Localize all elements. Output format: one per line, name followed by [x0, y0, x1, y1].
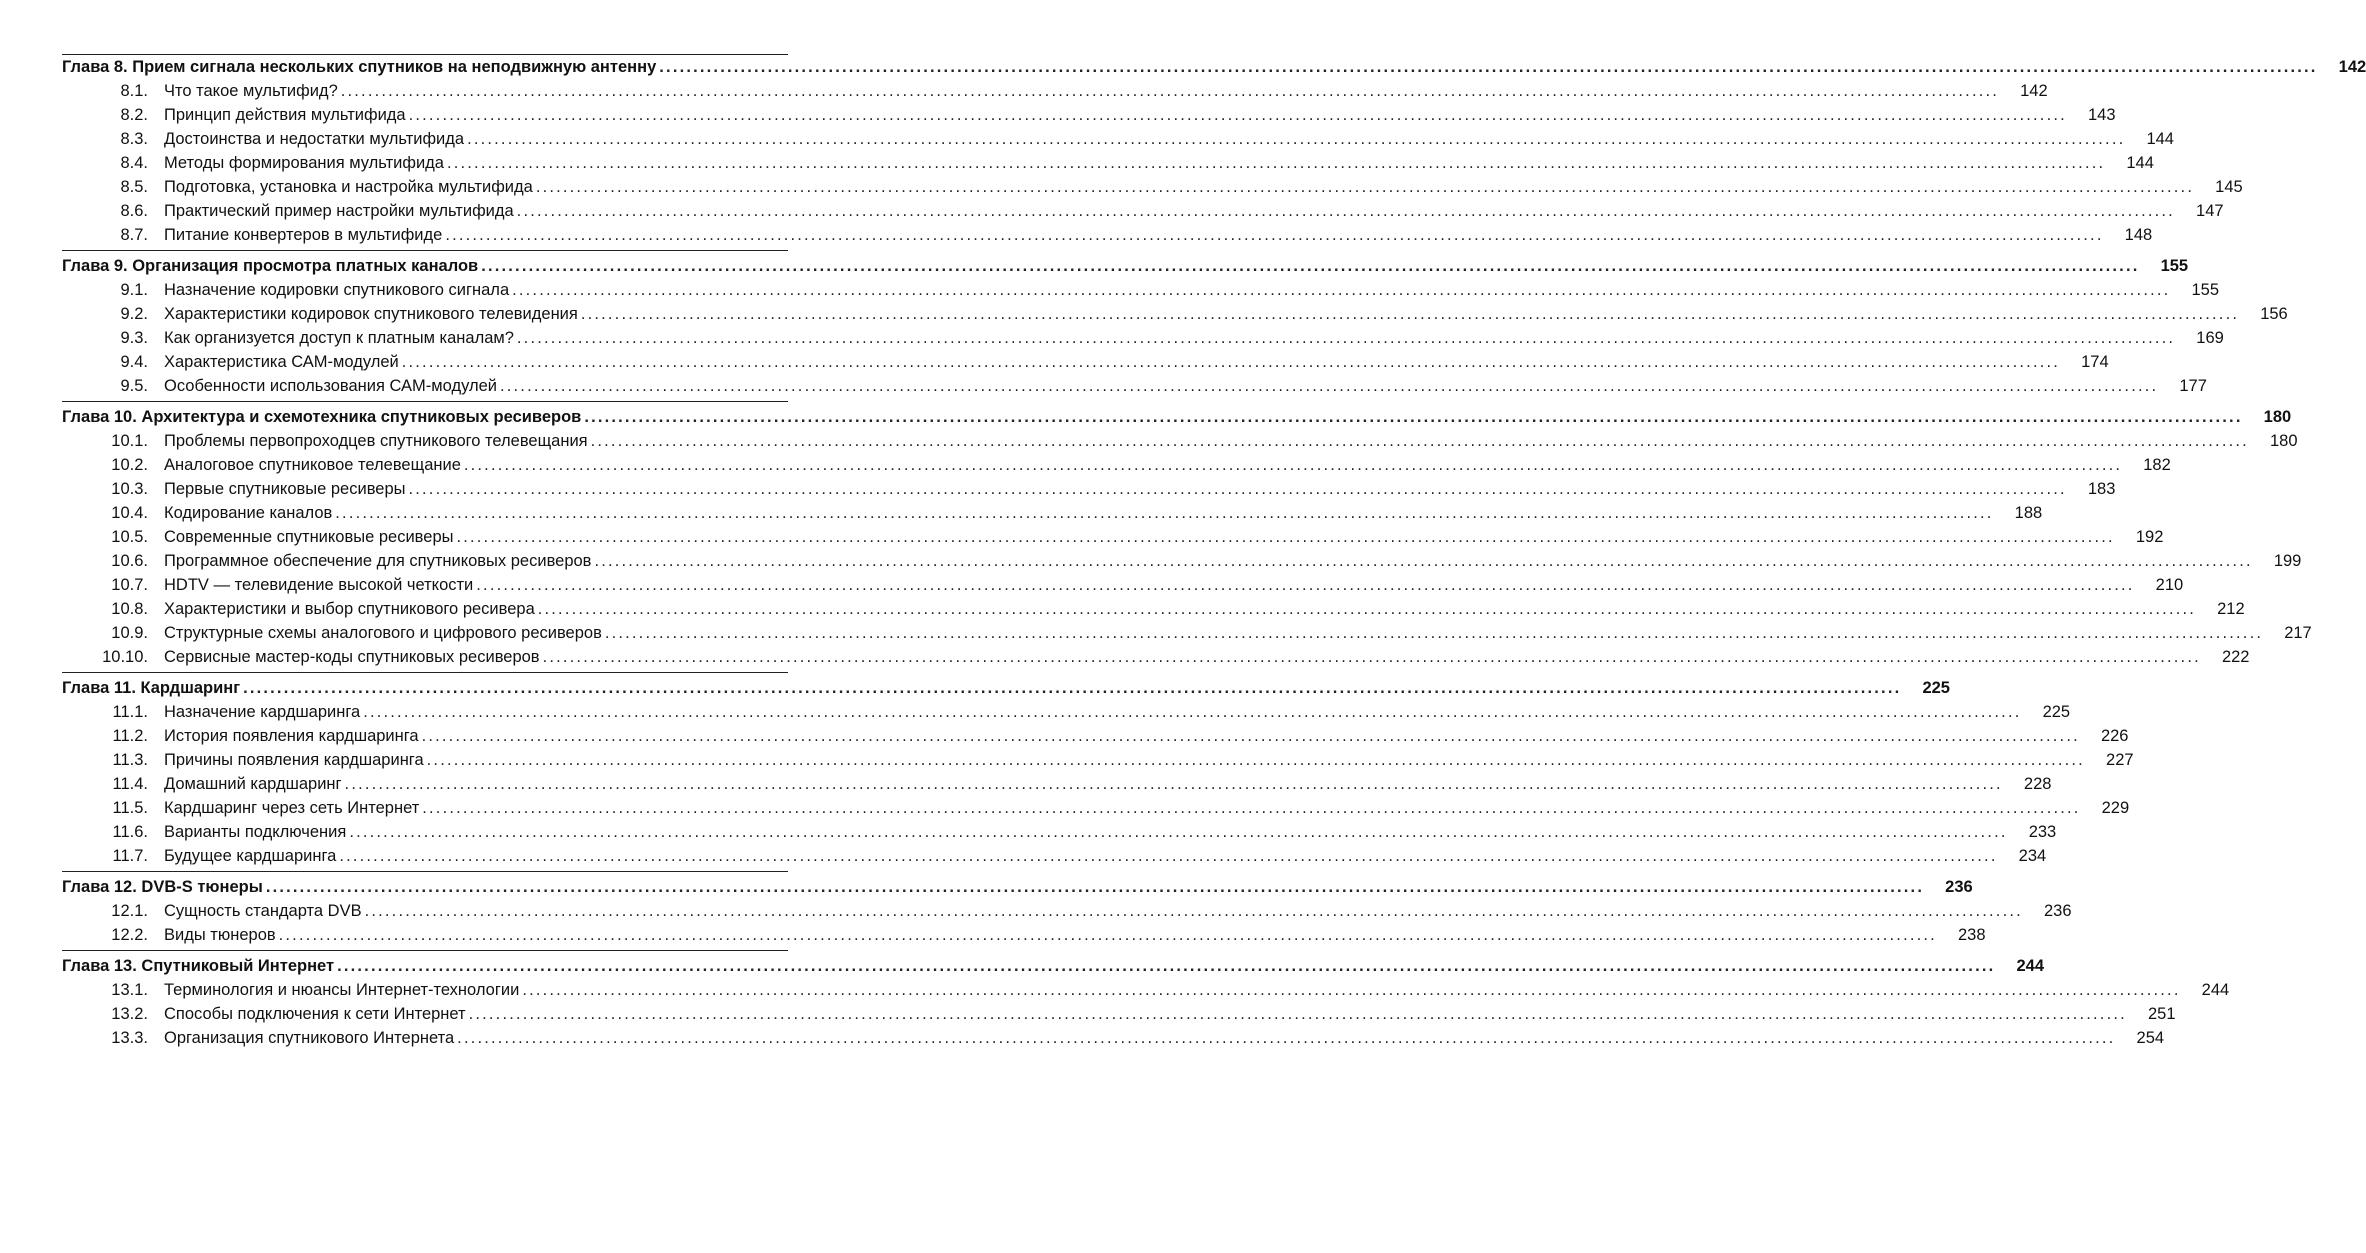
section-page-number: 244: [2201, 981, 2230, 999]
section-page-number: 174: [2081, 353, 2109, 371]
section-title: Современные спутниковые ресиверы: [164, 528, 454, 546]
dot-leader: [335, 501, 1990, 525]
dot-leader: [522, 978, 2177, 1002]
section-title: Питание конвертеров в мультифиде: [164, 226, 443, 244]
section-entry[interactable]: [62, 796, 2130, 820]
dot-leader: [279, 923, 1934, 947]
chapter-heading[interactable]: [62, 405, 2292, 429]
dot-leader: [409, 103, 2064, 127]
section-entry[interactable]: [62, 820, 2057, 844]
section-page-number: 180: [2269, 432, 2298, 450]
section-number: 13.1.: [111, 981, 148, 999]
section-title: Подготовка, установка и настройка мультифида: [164, 178, 533, 196]
dot-leader: [536, 175, 2191, 199]
section-title: Методы формирования мультифида: [164, 154, 444, 172]
section-title: Домашний кардшаринг: [164, 775, 342, 793]
dot-leader: [543, 645, 2198, 669]
section-title: Принцип действия мультифида: [164, 106, 406, 124]
section-page-number: 155: [2191, 281, 2220, 299]
section-number: 13.2.: [111, 1005, 148, 1023]
section-number: 10.7.: [111, 576, 148, 594]
section-number: 9.3.: [120, 329, 148, 347]
dot-leader: [659, 55, 2314, 79]
section-title: Сущность стандарта DVB: [164, 902, 362, 920]
section-page-number: 147: [2196, 202, 2224, 220]
section-entry[interactable]: [62, 923, 1986, 947]
section-page-number: 156: [2260, 305, 2288, 323]
chapter-title: Глава 10. Архитектура и схемотехника спутниковых ресиверов: [62, 408, 582, 426]
section-page-number: 234: [2018, 847, 2047, 865]
section-page-number: 210: [2155, 576, 2184, 594]
section-page-number: 229: [2101, 799, 2130, 817]
section-page-number: 222: [2221, 648, 2250, 666]
chapter-title: Глава 9. Организация просмотра платных каналов: [62, 257, 479, 275]
section-number: 11.3.: [112, 751, 148, 769]
dot-leader: [464, 453, 2119, 477]
dot-leader: [345, 772, 2000, 796]
section-title: Характеристики кодировок спутникового телевидения: [164, 305, 578, 323]
section-entry[interactable]: [62, 374, 2207, 398]
chapter-page-number: 142: [2338, 58, 2366, 76]
chapter-title: Глава 13. Спутниковый Интернет: [62, 957, 335, 975]
chapter-page-number: 244: [2016, 957, 2044, 975]
section-entry[interactable]: [62, 549, 2302, 573]
section-number: 11.7.: [112, 847, 148, 865]
dot-leader: [594, 549, 2249, 573]
chapter-block: [62, 672, 2134, 871]
section-title: Кардшаринг через сеть Интернет: [164, 799, 420, 817]
section-entry[interactable]: [62, 453, 2171, 477]
section-number: 8.6.: [120, 202, 148, 220]
chapter-title: Глава 12. DVB-S тюнеры: [62, 878, 263, 896]
section-page-number: 142: [2020, 82, 2048, 100]
chapter-page-number: 225: [1922, 679, 1950, 697]
section-number: 9.1.: [120, 281, 148, 299]
section-title: Проблемы первопроходцев спутникового телевещания: [164, 432, 588, 450]
dot-leader: [581, 302, 2236, 326]
section-entry[interactable]: [62, 525, 2164, 549]
section-title: HDTV — телевидение высокой четкости: [164, 576, 474, 594]
section-entry[interactable]: [62, 645, 2250, 669]
dot-leader: [500, 374, 2155, 398]
section-number: 8.3.: [120, 130, 148, 148]
section-number: 11.4.: [112, 775, 148, 793]
section-number: 9.4.: [120, 353, 148, 371]
section-entry[interactable]: [62, 597, 2245, 621]
section-entry[interactable]: [62, 477, 2116, 501]
section-number: 11.6.: [112, 823, 148, 841]
chapter-block: [62, 950, 2230, 1053]
chapter-page-number: 180: [2263, 408, 2292, 426]
section-number: 10.9.: [111, 624, 148, 642]
section-title: Терминология и нюансы Интернет-технологии: [164, 981, 520, 999]
section-title: Будущее кардшаринга: [164, 847, 337, 865]
section-number: 8.4.: [120, 154, 148, 172]
section-title: Способы подключения к сети Интернет: [164, 1005, 466, 1023]
section-page-number: 212: [2217, 600, 2245, 618]
section-title: Аналоговое спутниковое телевещание: [164, 456, 461, 474]
dot-leader: [422, 724, 2077, 748]
chapter-block: [62, 401, 2312, 672]
section-page-number: 177: [2179, 377, 2207, 395]
section-page-number: 251: [2147, 1005, 2176, 1023]
section-entry[interactable]: [62, 978, 2230, 1002]
section-number: 8.2.: [120, 106, 148, 124]
section-page-number: 228: [2023, 775, 2052, 793]
dot-leader: [339, 844, 1994, 868]
section-page-number: 148: [2124, 226, 2153, 244]
section-page-number: 254: [2136, 1029, 2165, 1047]
section-entry[interactable]: [62, 175, 2243, 199]
section-entry[interactable]: [62, 700, 2071, 724]
section-title: Сервисные мастер-коды спутниковых ресиверов: [164, 648, 540, 666]
section-page-number: 225: [2042, 703, 2071, 721]
dot-leader: [467, 127, 2122, 151]
section-title: Достоинства и недостатки мультифида: [164, 130, 465, 148]
section-entry[interactable]: [62, 79, 2048, 103]
section-title: Организация спутникового Интернета: [164, 1029, 455, 1047]
section-number: 11.2.: [112, 727, 148, 745]
section-entry[interactable]: [62, 621, 2312, 645]
section-entry[interactable]: [62, 350, 2109, 374]
section-title: Назначение кардшаринга: [164, 703, 361, 721]
chapter-heading[interactable]: [62, 254, 2189, 278]
section-title: Варианты подключения: [164, 823, 347, 841]
section-number: 8.5.: [120, 178, 148, 196]
chapter-heading[interactable]: [62, 954, 2044, 978]
section-page-number: 236: [2043, 902, 2072, 920]
dot-leader: [365, 899, 2020, 923]
section-title: Назначение кодировки спутникового сигнала: [164, 281, 510, 299]
section-title: Что такое мультифид?: [164, 82, 338, 100]
section-entry[interactable]: [62, 199, 2224, 223]
dot-leader: [266, 875, 1921, 899]
section-number: 10.2.: [111, 456, 148, 474]
section-page-number: 143: [2087, 106, 2116, 124]
section-number: 8.7.: [120, 226, 148, 244]
section-title: История появления кардшаринга: [164, 727, 419, 745]
section-title: Как организуется доступ к платным каналам?: [164, 329, 514, 347]
section-entry[interactable]: [62, 103, 2116, 127]
dot-leader: [512, 278, 2167, 302]
section-page-number: 183: [2087, 480, 2116, 498]
chapter-heading[interactable]: [62, 676, 1950, 700]
section-entry[interactable]: [62, 724, 2129, 748]
section-page-number: 182: [2143, 456, 2171, 474]
chapter-block: [62, 250, 2288, 401]
section-entry[interactable]: [62, 278, 2220, 302]
section-entry[interactable]: [62, 1002, 2176, 1026]
dot-leader: [481, 254, 2136, 278]
section-entry[interactable]: [62, 772, 2052, 796]
dot-leader: [447, 151, 2102, 175]
section-page-number: 144: [2126, 154, 2154, 172]
section-entry[interactable]: [62, 429, 2298, 453]
section-page-number: 144: [2146, 130, 2174, 148]
section-entry[interactable]: [62, 899, 2072, 923]
section-number: 8.1.: [120, 82, 148, 100]
section-number: 10.4.: [111, 504, 148, 522]
section-number: 13.3.: [111, 1029, 148, 1047]
dot-leader: [456, 525, 2111, 549]
dot-leader: [363, 700, 2018, 724]
section-number: 10.1.: [111, 432, 148, 450]
dot-leader: [409, 477, 2064, 501]
dot-leader: [584, 405, 2239, 429]
chapter-block: [62, 54, 2366, 250]
dot-leader: [469, 1002, 2124, 1026]
chapter-page-number: 155: [2160, 257, 2189, 275]
dot-leader: [476, 573, 2131, 597]
section-title: Характеристика САМ-модулей: [164, 353, 399, 371]
table-of-contents: [62, 54, 2366, 1053]
section-entry[interactable]: [62, 844, 2047, 868]
section-number: 12.2.: [111, 926, 148, 944]
section-number: 9.2.: [120, 305, 148, 323]
section-entry[interactable]: [62, 302, 2288, 326]
section-number: 10.10.: [102, 648, 148, 666]
chapter-title: Глава 8. Прием сигнала нескольких спутников на неподвижную антенну: [62, 58, 657, 76]
section-entry[interactable]: [62, 127, 2174, 151]
section-page-number: 145: [2215, 178, 2243, 196]
section-title: Причины появления кардшаринга: [164, 751, 424, 769]
chapter-block: [62, 871, 2072, 950]
chapter-page-number: 236: [1945, 878, 1973, 896]
section-page-number: 233: [2028, 823, 2057, 841]
section-number: 10.3.: [111, 480, 148, 498]
section-title: Особенности использования САМ-модулей: [164, 377, 497, 395]
dot-leader: [341, 79, 1996, 103]
section-entry[interactable]: [62, 151, 2154, 175]
section-number: 9.5.: [120, 377, 148, 395]
section-page-number: 217: [2284, 624, 2312, 642]
section-page-number: 188: [2014, 504, 2043, 522]
dot-leader: [243, 676, 1898, 700]
section-number: 10.6.: [111, 552, 148, 570]
section-page-number: 226: [2100, 727, 2129, 745]
section-page-number: 192: [2135, 528, 2164, 546]
section-number: 12.1.: [111, 902, 148, 920]
section-entry[interactable]: [62, 573, 2184, 597]
section-number: 10.5.: [111, 528, 148, 546]
section-title: Кодирование каналов: [164, 504, 333, 522]
section-entry[interactable]: [62, 501, 2043, 525]
section-title: Программное обеспечение для спутниковых ресиверов: [164, 552, 592, 570]
section-title: Практический пример настройки мультифида: [164, 202, 514, 220]
chapter-heading[interactable]: [62, 55, 2366, 79]
section-number: 10.8.: [111, 600, 148, 618]
dot-leader: [422, 796, 2077, 820]
section-title: Структурные схемы аналогового и цифрового ресиверов: [164, 624, 602, 642]
dot-leader: [591, 429, 2246, 453]
dot-leader: [517, 326, 2172, 350]
section-page-number: 199: [2273, 552, 2302, 570]
section-number: 11.1.: [112, 703, 148, 721]
dot-leader: [605, 621, 2260, 645]
dot-leader: [457, 1026, 2112, 1050]
section-entry[interactable]: [62, 326, 2224, 350]
section-page-number: 238: [1958, 926, 1986, 944]
dot-leader: [445, 223, 2100, 247]
section-title: Первые спутниковые ресиверы: [164, 480, 406, 498]
chapter-heading[interactable]: [62, 875, 1973, 899]
dot-leader: [538, 597, 2193, 621]
section-entry[interactable]: [62, 1026, 2165, 1050]
section-entry[interactable]: [62, 748, 2134, 772]
dot-leader: [402, 350, 2057, 374]
section-entry[interactable]: [62, 223, 2153, 247]
section-title: Виды тюнеров: [164, 926, 276, 944]
dot-leader: [349, 820, 2004, 844]
section-page-number: 169: [2196, 329, 2224, 347]
chapter-title: Глава 11. Кардшаринг: [62, 679, 241, 697]
section-title: Характеристики и выбор спутникового ресивера: [164, 600, 535, 618]
section-number: 11.5.: [112, 799, 148, 817]
dot-leader: [427, 748, 2082, 772]
dot-leader: [337, 954, 1992, 978]
section-page-number: 227: [2106, 751, 2134, 769]
dot-leader: [517, 199, 2172, 223]
